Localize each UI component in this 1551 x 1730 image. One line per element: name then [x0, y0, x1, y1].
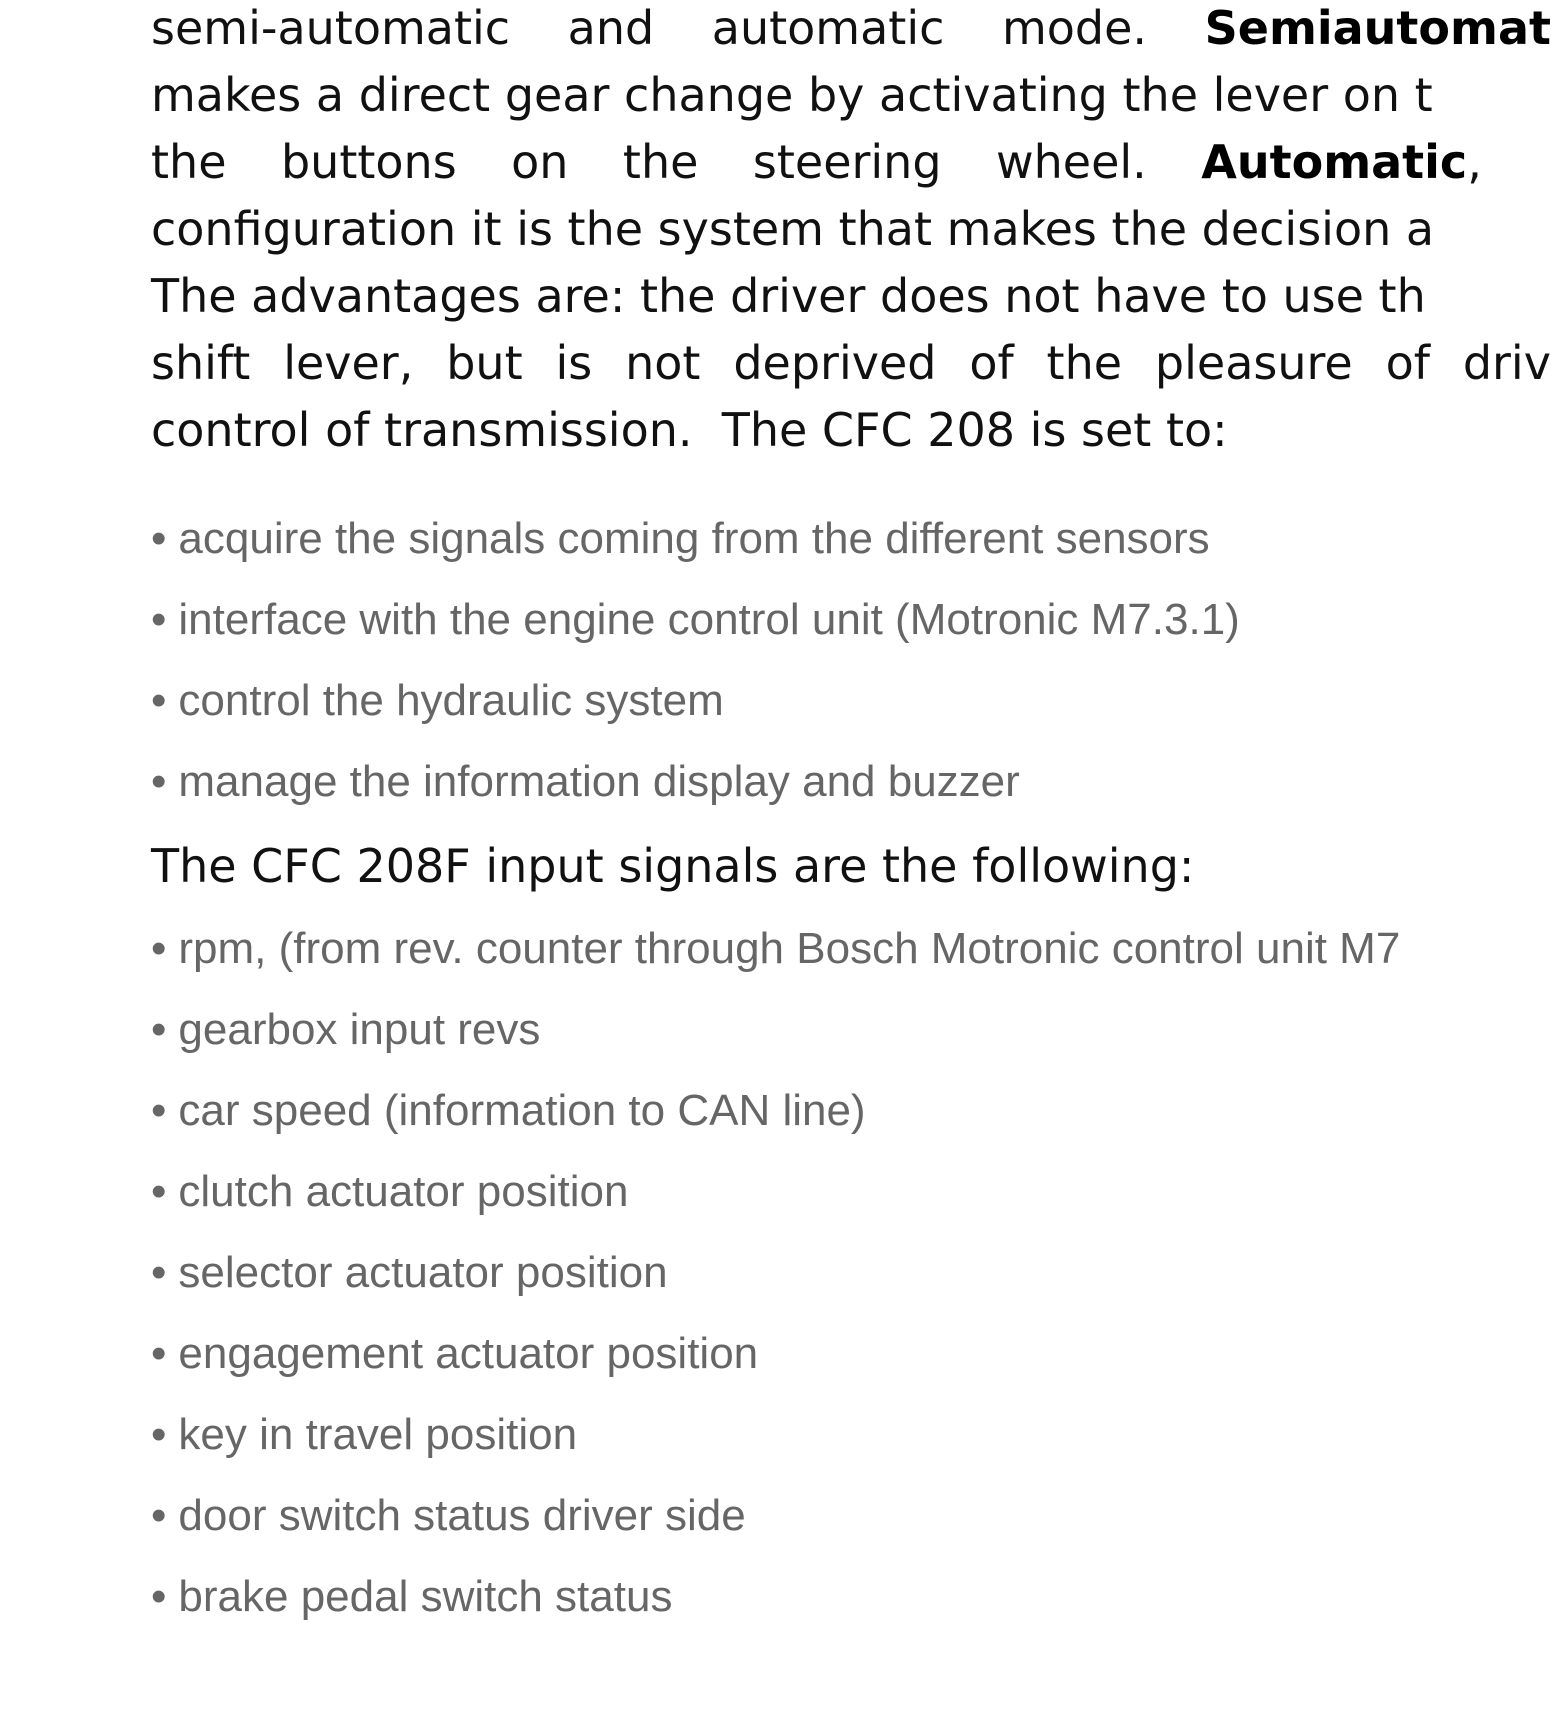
list-item-text: control the hydraulic system — [178, 676, 724, 725]
word: on — [511, 135, 569, 189]
word: not — [625, 336, 701, 390]
list-item-text: clutch actuator position — [178, 1167, 629, 1216]
list-item-text: gearbox input revs — [178, 1005, 541, 1054]
bullet-icon: • — [151, 1248, 167, 1297]
bold-term-semiautomatic: Semiautomat — [1204, 1, 1551, 55]
bullet-icon: • — [151, 757, 167, 806]
word: steering — [752, 135, 942, 189]
list-item-text: selector actuator position — [178, 1248, 668, 1297]
list-item — [151, 1248, 1400, 1329]
word: the — [1046, 336, 1123, 390]
bullet-icon: • — [151, 1572, 167, 1621]
paragraph-line-4: configuration it is the system that makes the decision a — [151, 202, 1435, 256]
list-item — [151, 1572, 1400, 1653]
bold-term-automatic-group — [1201, 134, 1482, 201]
list-item — [151, 924, 1400, 1005]
list-item — [151, 676, 1240, 757]
paragraph-line-2: makes a direct gear change by activating the lever on t — [151, 68, 1433, 122]
word: , — [1467, 135, 1482, 189]
spacer — [1536, 134, 1551, 201]
bullet-icon: • — [151, 1086, 167, 1135]
list-item — [151, 757, 1240, 838]
inputs-heading: The CFC 208F input signals are the following: — [151, 839, 1195, 893]
word: and — [567, 1, 655, 55]
paragraph-line-1 — [151, 0, 1551, 67]
intro-paragraph — [151, 0, 1551, 469]
list-item-text: interface with the engine control unit (Motronic M7.3.1) — [178, 595, 1240, 644]
list-item — [151, 1086, 1400, 1167]
list-item-text: car speed (information to CAN line) — [178, 1086, 866, 1135]
word: lever, — [283, 336, 414, 390]
list-item-text: brake pedal switch status — [178, 1572, 673, 1621]
input-signals-list — [151, 924, 1400, 1653]
word: the — [151, 135, 227, 189]
word: shift — [151, 336, 251, 390]
paragraph-line-3 — [151, 134, 1551, 201]
word: semi-automatic — [151, 1, 511, 55]
list-item — [151, 1491, 1400, 1572]
paragraph-line-7: control of transmission. The CFC 208 is set to: — [151, 403, 1228, 457]
bullet-icon: • — [151, 514, 167, 563]
task-list — [151, 514, 1240, 838]
list-item — [151, 514, 1240, 595]
list-item — [151, 1410, 1400, 1491]
bullet-icon: • — [151, 1410, 167, 1459]
list-item — [151, 595, 1240, 676]
word: buttons — [280, 135, 457, 189]
bullet-icon: • — [151, 924, 167, 973]
list-item — [151, 1167, 1400, 1248]
word: but — [446, 336, 523, 390]
bold-term-automatic: Automatic — [1201, 135, 1468, 189]
word: the — [622, 135, 699, 189]
list-item-text: manage the information display and buzzer — [178, 757, 1020, 806]
bullet-icon: • — [151, 676, 167, 725]
word: is — [555, 336, 593, 390]
list-item-text: engagement actuator position — [178, 1329, 759, 1378]
word: wheel. — [996, 135, 1147, 189]
bullet-icon: • — [151, 1167, 167, 1216]
word: deprived — [733, 336, 937, 390]
list-item-text: rpm, (from rev. counter through Bosch Motronic control unit M7 — [178, 924, 1401, 973]
word: of — [969, 336, 1014, 390]
word: of — [1385, 336, 1430, 390]
list-item-text: key in travel position — [178, 1410, 578, 1459]
list-item — [151, 1005, 1400, 1086]
bullet-icon: • — [151, 1005, 167, 1054]
list-item-text: door switch status driver side — [178, 1491, 746, 1540]
paragraph-line-6 — [151, 335, 1551, 402]
word: automatic — [711, 1, 945, 55]
word: mode. — [1001, 1, 1148, 55]
bullet-icon: • — [151, 1491, 167, 1540]
word: driv — [1462, 336, 1551, 390]
list-item-text: acquire the signals coming from the different sensors — [178, 514, 1210, 563]
bullet-icon: • — [151, 595, 167, 644]
paragraph-line-5: The advantages are: the driver does not have to use th — [151, 269, 1426, 323]
bullet-icon: • — [151, 1329, 167, 1378]
list-item — [151, 1329, 1400, 1410]
word: pleasure — [1154, 336, 1353, 390]
